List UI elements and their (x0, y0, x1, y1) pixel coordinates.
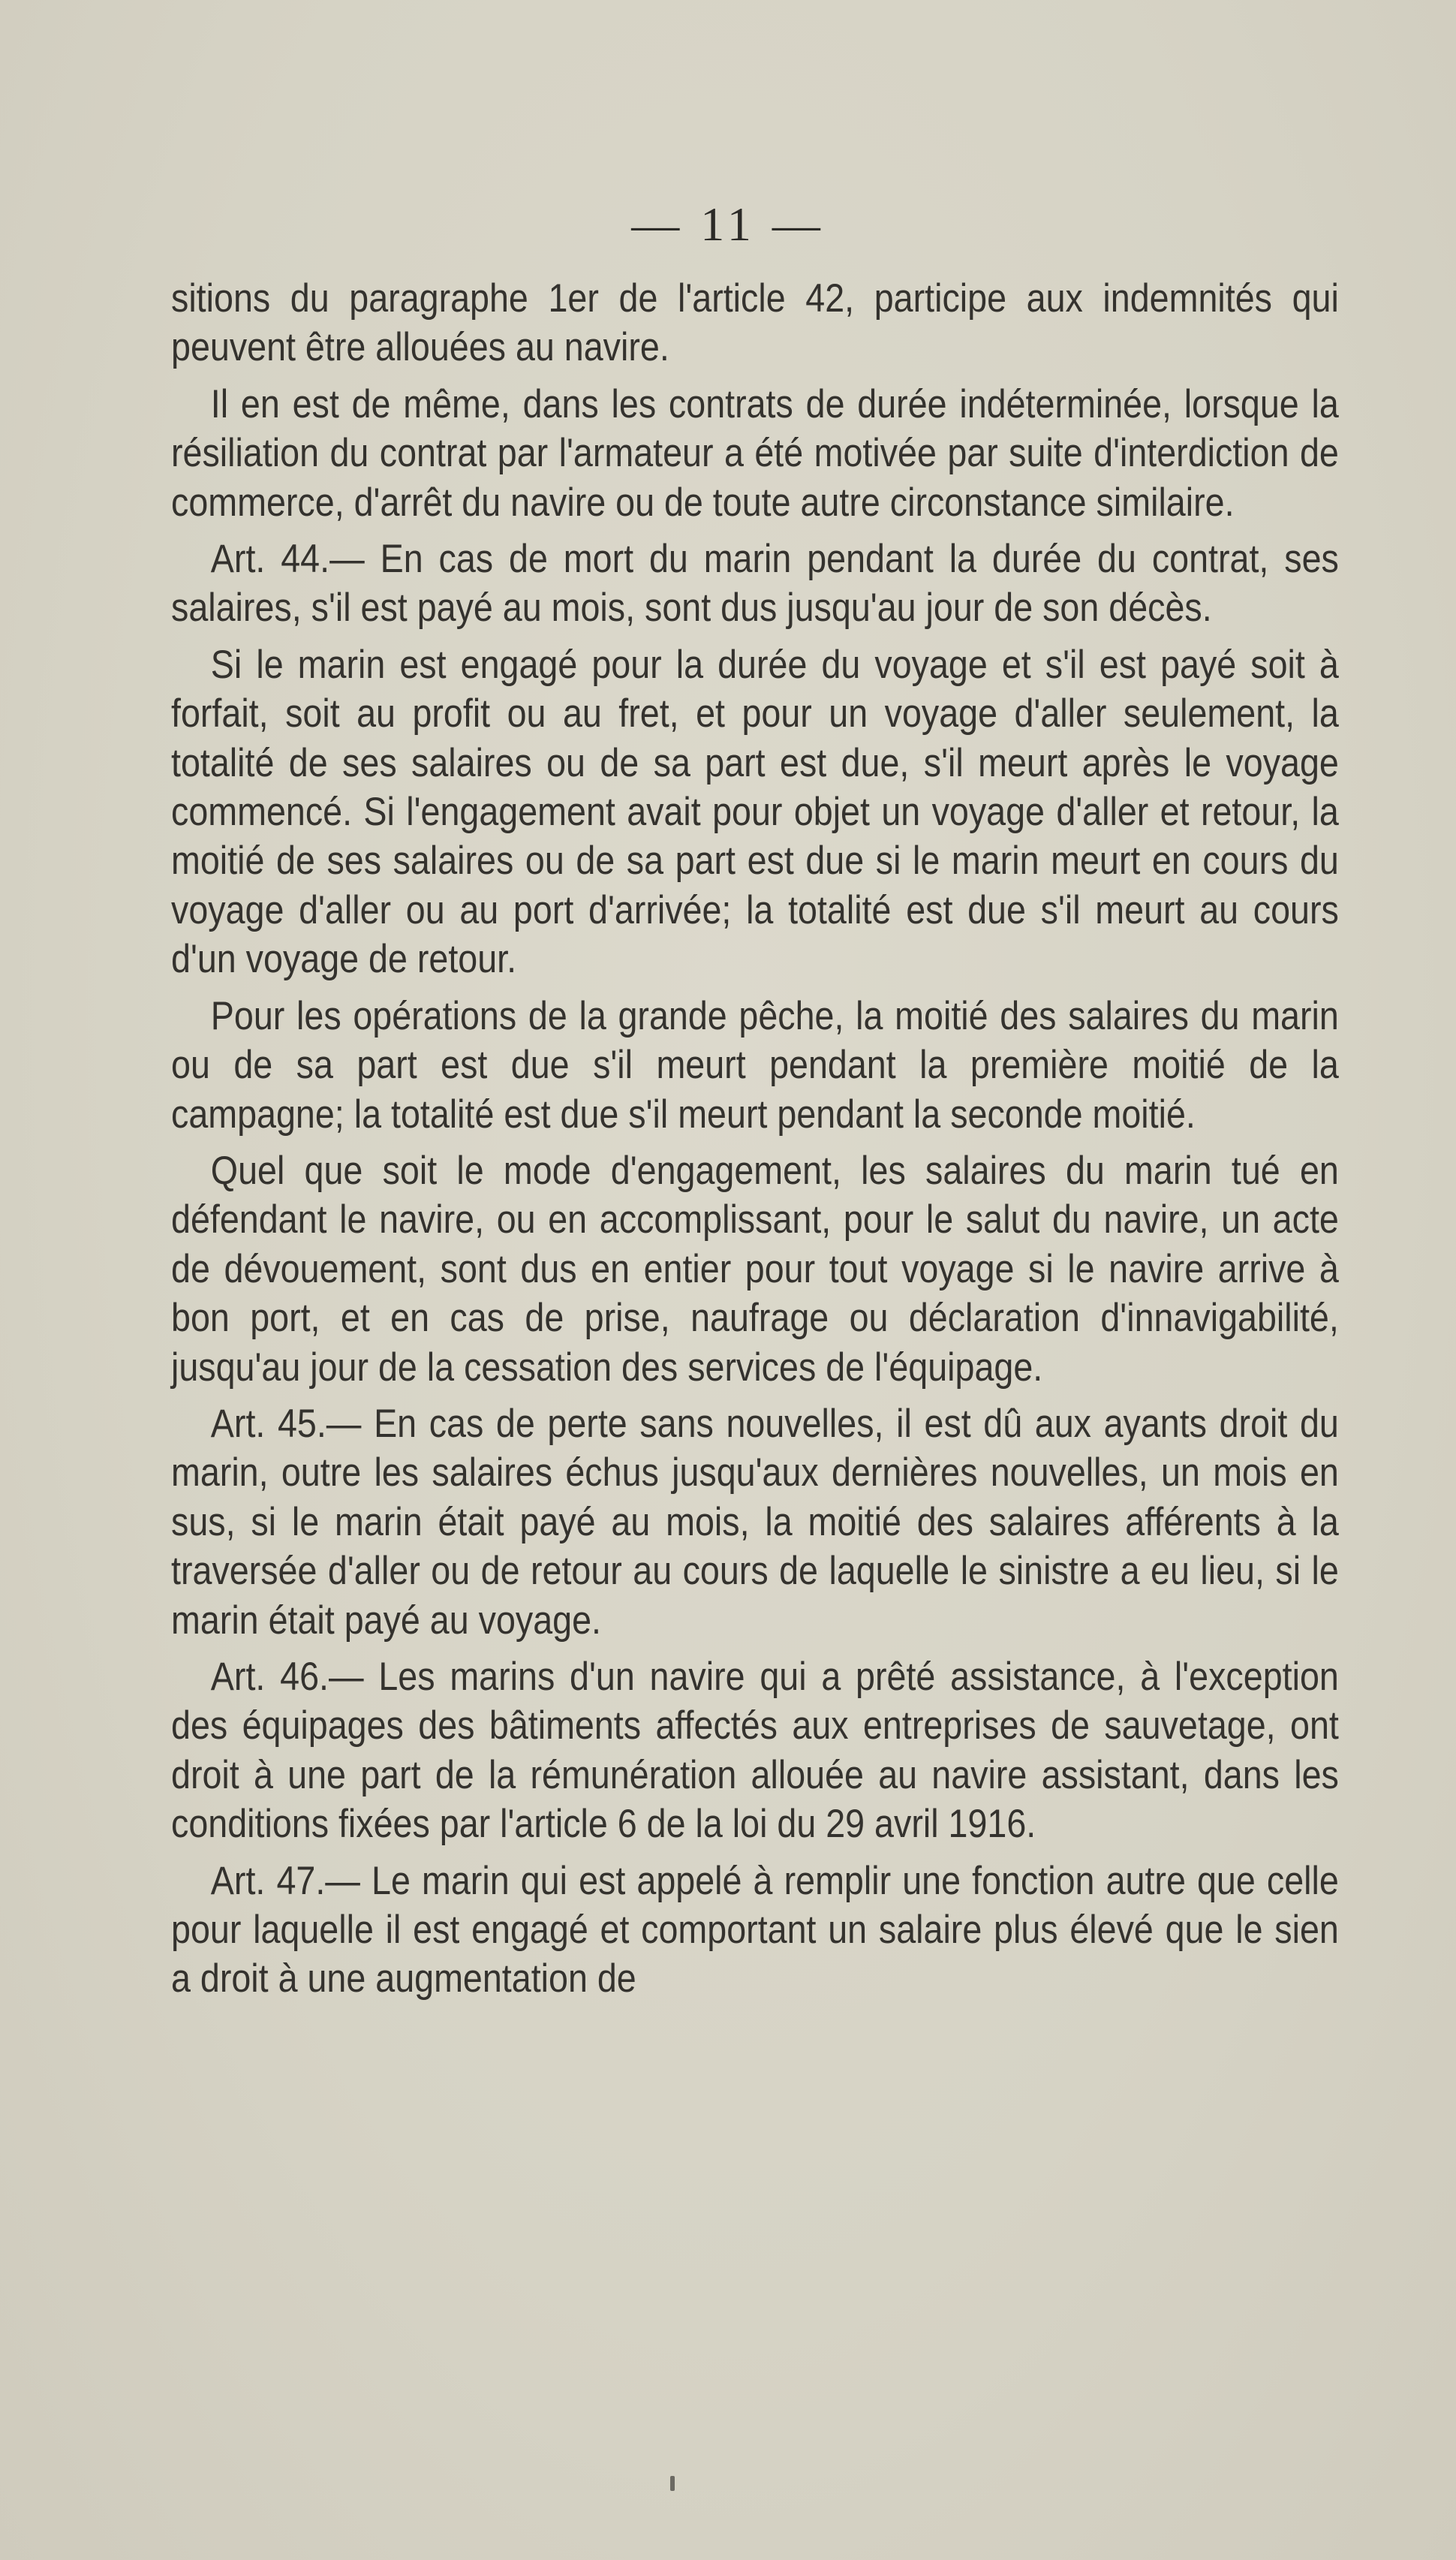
paragraph: Pour les opérations de la grande pêche, la moitié des salaires du marin ou de sa part est due s'il meurt pendant la première moitié de la campagne; la totalité est due s'il meurt pendant la seconde moitié. (171, 993, 1339, 1137)
paragraph-article-47: Art. 47.— Le marin qui est appelé à remplir une fonction autre que celle pour laquelle il est engagé et comportant un salaire plus élevé que le sien a droit à une augmentation de (171, 1858, 1339, 2001)
paragraph: Quel que soit le mode d'engagement, les salaires du marin tué en défendant le navire, ou en accomplissant, pour le salut du navire, un acte de dévouement, sont dus en entier pour tout voyage si le navire arrive à bon port, et en cas de prise, naufrage ou déclaration d'innavigabilité, jusqu'au jour de la cessation des services de l'équipage. (171, 1148, 1339, 1390)
paragraph: sitions du paragraphe 1er de l'article 42, participe aux indemnités qui peuvent être allouées au navire. (171, 276, 1339, 370)
page-number: — 11 — (631, 197, 825, 251)
print-mark (670, 2476, 675, 2491)
paragraph: Il en est de même, dans les contrats de durée indéterminée, lorsque la résiliation du contrat par l'armateur a été motivée par suite d'interdiction de commerce, d'arrêt du navire ou de toute autre circonstance similaire. (171, 381, 1339, 525)
paragraph-article-46: Art. 46.— Les marins d'un navire qui a prêté assistance, à l'exception des équipages des bâtiments affectés aux entreprises de sauvetage, ont droit à une part de la rémunération allouée au navire assistant, dans les conditions fixées par l'article 6 de la loi du 29 avril 1916. (171, 1654, 1339, 1847)
paragraph-article-44: Art. 44.— En cas de mort du marin pendant la durée du contrat, ses salaires, s'il est payé au mois, sont dus jusqu'au jour de son décès. (171, 537, 1339, 631)
paragraph-article-45: Art. 45.— En cas de perte sans nouvelles, il est dû aux ayants droit du marin, outre les salaires échus jusqu'aux dernières nouvelles, un mois en sus, si le marin était payé au mois, la moitié des salaires afférents à la traversée d'aller ou de retour au cours de laquelle le sinistre a eu lieu, si le marin était payé au voyage. (171, 1401, 1339, 1643)
body-text (171, 274, 1339, 2011)
paragraph: Si le marin est engagé pour la durée du voyage et s'il est payé soit à forfait, soit au profit ou au fret, et pour un voyage d'aller seulement, la totalité de ses salaires ou de sa part est due, s'il meurt après le voyage commencé. Si l'engagement avait pour objet un voyage d'aller et retour, la moitié de ses salaires ou de sa part est due si le marin meurt en cours du voyage d'aller ou au port d'arrivée; la totalité est due s'il meurt au cours d'un voyage de retour. (171, 642, 1339, 982)
